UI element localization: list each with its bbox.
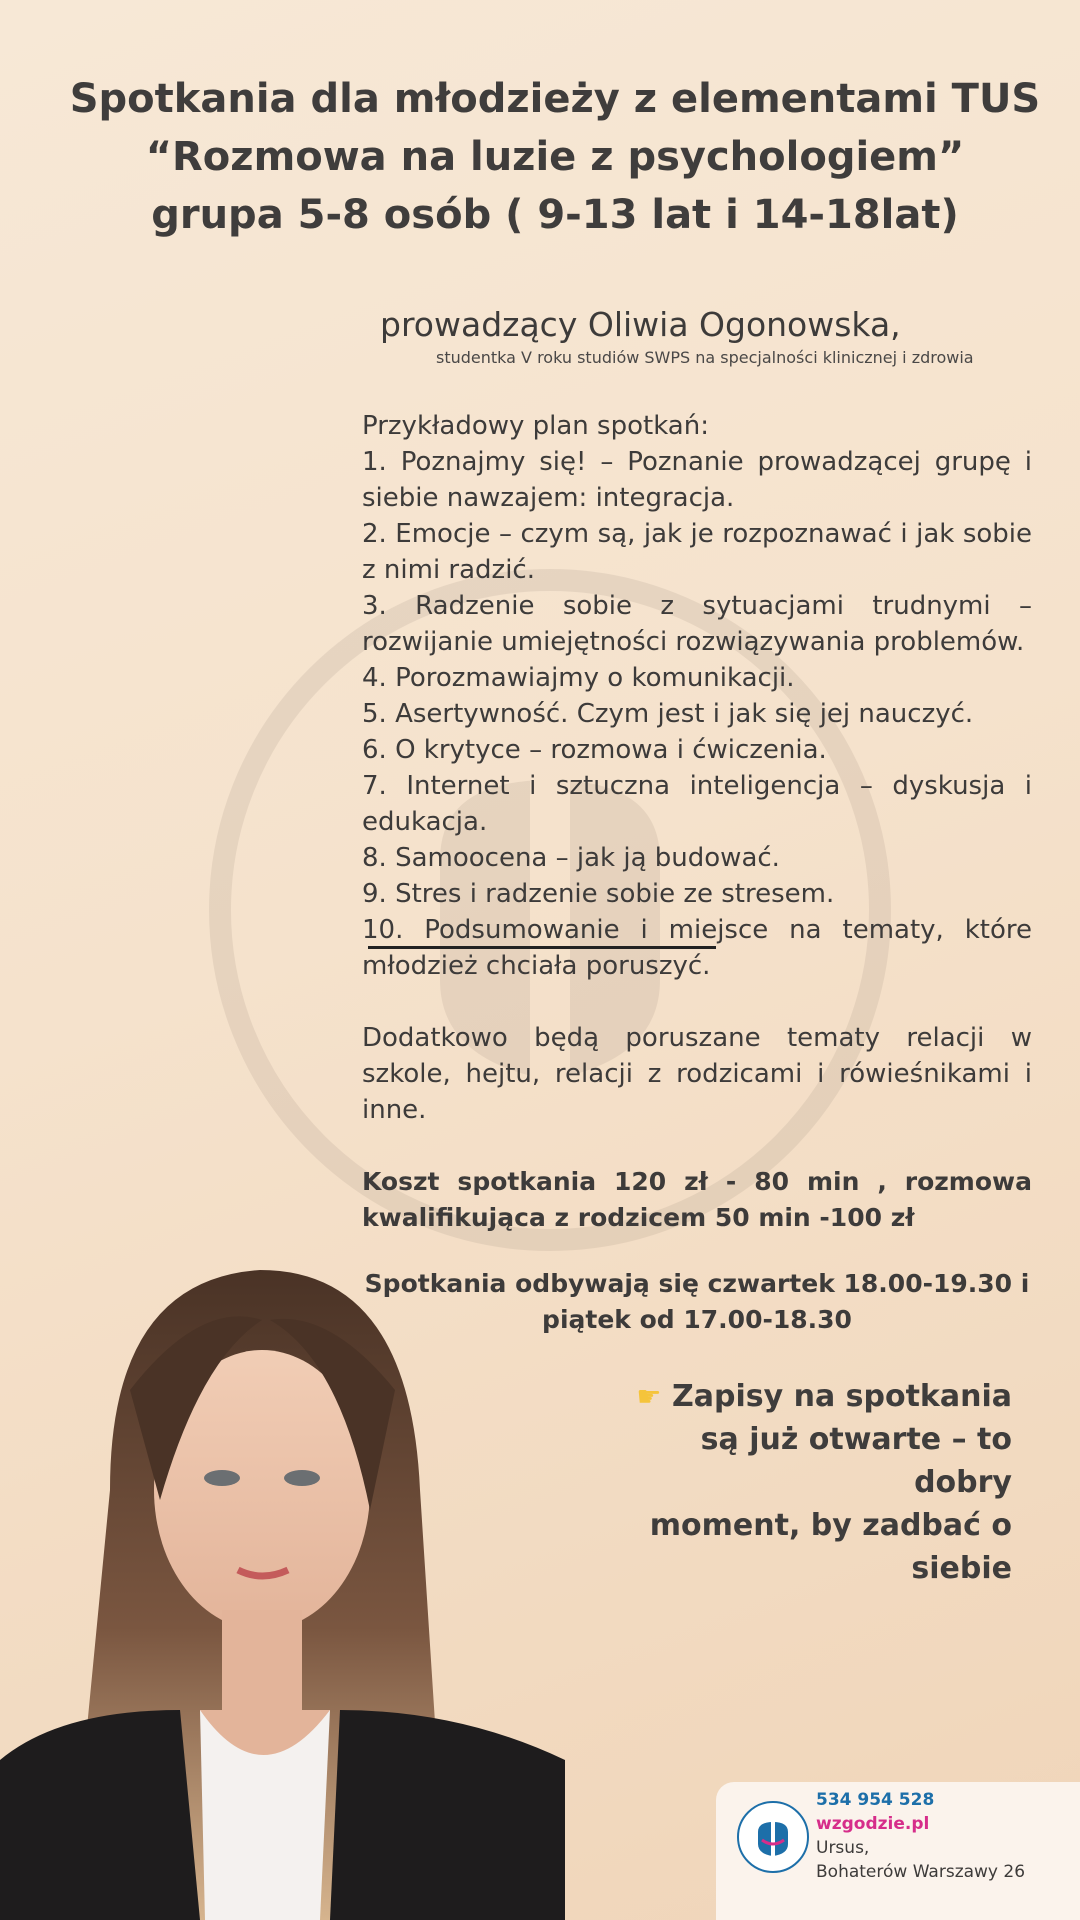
signup-line-1: Zapisy na spotkania <box>671 1379 1012 1414</box>
title-line-2: “Rozmowa na luzie z psychologiem” <box>145 134 965 180</box>
signup-callout <box>600 1375 1012 1590</box>
title-line-3: grupa 5-8 osób ( 9-13 lat i 14-18lat) <box>151 192 959 238</box>
plan-item: 1. Poznajmy się! – Poznanie prowadzącej grupę i siebie nawzajem: integracja. <box>362 447 1032 513</box>
plan-item-text: 10. Podsumowanie i miejsce na tematy, które młodzież chciała poruszyć. <box>362 915 1032 981</box>
plan-item: 9. Stres i radzenie sobie ze stresem. <box>362 879 835 909</box>
signup-line-3: moment, by zadbać o <box>649 1508 1012 1543</box>
phone-link[interactable]: 534 954 528 <box>816 1790 935 1810</box>
signup-line-4: siebie <box>911 1551 1012 1586</box>
schedule-line-1: Spotkania odbywają się czwartek 18.00-19.30 i <box>364 1269 1030 1298</box>
plan-item: 3. Radzenie sobie z sytuacjami trudnymi – rozwijanie umiejętności rozwiązywania problemów. <box>362 591 1032 657</box>
plan-item: 4. Porozmawiajmy o komunikacji. <box>362 663 795 693</box>
contact-details <box>816 1788 1025 1884</box>
address-street: Bohaterów Warszawy 26 <box>816 1862 1026 1882</box>
website-link[interactable]: wzgodzie.pl <box>816 1814 930 1834</box>
schedule-line-2: piątek od 17.00-18.30 <box>542 1305 852 1334</box>
signup-line-2: są już otwarte – to dobry <box>700 1422 1012 1500</box>
plan-item: 2. Emocje – czym są, jak je rozpoznawać i jak sobie z nimi radzić. <box>362 519 1032 585</box>
leader-info <box>380 305 1000 367</box>
underline-mark <box>368 946 716 949</box>
plan-item: 5. Asertywność. Czym jest i jak się jej nauczyć. <box>362 699 974 729</box>
extra-topics: Dodatkowo będą poruszane tematy relacji w szkole, hejtu, relacji z rodzicami i rówieśnikami i inne. <box>362 1023 1032 1125</box>
plan-item: 8. Samoocena – jak ją budować. <box>362 843 780 873</box>
leader-description: studentka V roku studiów SWPS na specjalności klinicznej i zdrowia <box>436 348 974 367</box>
plan-item <box>362 912 1032 984</box>
plan-item: 6. O krytyce – rozmowa i ćwiczenia. <box>362 735 827 765</box>
portrait-photo <box>0 1240 580 1920</box>
address-city: Ursus, <box>816 1838 870 1858</box>
pointing-hand-icon: ☛ <box>636 1380 662 1413</box>
title-line-1: Spotkania dla młodzieży z elementami TUS <box>69 76 1041 122</box>
page-title <box>60 70 1050 244</box>
plan-item: 7. Internet i sztuczna inteligencja – dyskusja i edukacja. <box>362 771 1032 837</box>
plan-heading: Przykładowy plan spotkań: <box>362 411 709 441</box>
leader-name: prowadzący Oliwia Ogonowska, <box>380 305 901 344</box>
cost-info: Koszt spotkania 120 zł - 80 min , rozmowa kwalifikująca z rodzicem 50 min -100 zł <box>362 1167 1032 1232</box>
brand-logo <box>736 1800 810 1874</box>
contact-card <box>716 1782 1080 1920</box>
main-content <box>362 408 1032 1338</box>
